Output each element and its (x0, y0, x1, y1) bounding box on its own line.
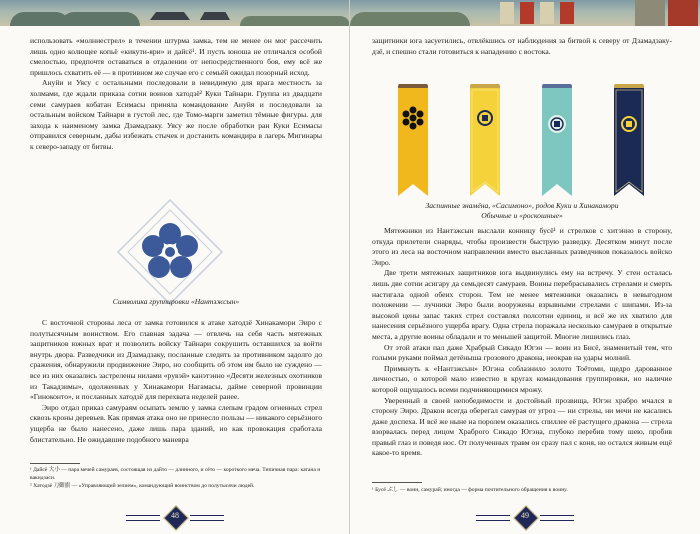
page-number-right (510, 506, 540, 528)
right-page (350, 0, 700, 534)
right-footnotes (372, 486, 672, 494)
sashimono-banners (388, 84, 678, 194)
paragraph: Эиро отдал приказ самураям осыпать землю у замка слепым градом огненных стрел сквозь кроны деревьев. Как прямая атака оно не принесло пользы — никакого серьёзного ущерба не было нанесено, даже лишь пара зданий, но как провокация сработала блистательно. Не ожидавшие подобного маневра (30, 402, 322, 444)
banner-caption-line-1: Заспинные знамёна, «Сасимоно», родов Куки и Хинакамори (425, 201, 619, 210)
right-text-top (372, 36, 672, 57)
left-footnotes (30, 466, 322, 490)
left-text-block-2 (30, 318, 322, 445)
paragraph: Ануйи и Уясу с остальными последовали в невидимую для врага местность за холмами, где ждали приказа сотни воинов хатодзё² Куки Тайнари. Группа из двадцати семи самураев кобатан Есимасы приняла командование Ануйя и последовали за остальным войском Тайнари в густой лес, где Томо-марги заметил тёмные фигуры. для захода к наименому замка Дзамадзаку. Уясу же после обработки ран Куки Есимасы отправился северным, дабы избежать стычек и достанить командира в лагерь Мигинары к северо-западу от битвы. (30, 78, 322, 151)
paragraph: Мятежники из Нантзжсын выслали конницу бусё¹ и стрелков с хитэнно в сторону, откуда прилетели снаряды, чтобы произвести быструю разведку. Десятком минут после этого из леса на восточном направлении вместо высланных разведчиков показалось войско Эиро. (372, 226, 672, 267)
page-number-left (160, 506, 190, 528)
banner-caption (372, 201, 672, 221)
footnote: ¹ Дайсё 大小 — пара мечей самураев, состоящая из дайто — длинного, и сёто — короткого меча. Типичная пара: катана и вакидзаси. (30, 467, 321, 481)
footnote: ² Хатодзё 刀御旗 — «Управляющий зелием», командующий воинством до полутысячи людей. (30, 483, 255, 489)
nantzhsyn-emblem (114, 196, 226, 308)
paragraph: Примкнуть к «Нантзжсын» Югэна соблазнило золото Тоётоми, щедро дарованное личностью, о которой мало известно в кругах командования группировки, но наличие которой ощущалось всеми подчиняющимися мрожу. (372, 363, 672, 394)
header-illustration (0, 0, 349, 26)
paragraph: Две трети мятежных защитников юга выдвинулись ему на встречу. У стен осталась лишь две сотни асигару да семьдесят самураев. Воины перебрасывались стрелами и смерть настигала одной обеих сторон. Тем не менее мятежники оказались в невыгодном положении — лучники Эиро были вооружены взрывными стрелами с шипами. Из-за высокой цены запас таких стрел составлял полсотни единиц, и всё же их хватило для нанесения серьёзного ущерба врагу. Одна стрела поражала несколько самураев в открытые места, а другие воины обладали и то меньшей защитой. Многие лишились глаз. (372, 268, 672, 341)
paragraph: использовать «молниестрел» в течении штурма замка, тем не менее он мог рассечить лишь одно колющее копьё «кикути-яри» и дайсё¹. И пусть юноша не отличался особой смелостью, предпочтя оставаться в отдалении от непосредственного боя, ему всё же пришлось схватить её — в противном же случае его с семьёй ожидал позорный исход. (30, 36, 322, 77)
page-number-text: 49 (521, 511, 529, 520)
page-number-text: 48 (171, 511, 179, 520)
footnote-rule (30, 463, 80, 464)
emblem-caption: Символика группировки «Нантзжсын» (112, 297, 240, 306)
paragraph: защитники юга засуетились, отвлёкшись от наблюдения за битвой к северу от Дзамадзаку-дзё, и спешно стали готовиться к нападению с востока. (372, 36, 672, 56)
footnote-rule (372, 482, 422, 483)
paragraph: С восточной стороны леса от замка готовился к атаке хатодзё Хинакамори Эиро с полутысячным воинством. Его главная задача — отвлечь на себя часть мятежных защитников южных врат и позволить войску Тайнари сокрушить оставшихся за войти внутрь двора. Разведчики из Дзамадзаку, посланные следить за противником задолго до сражения, обнаружили продвижение Эиро, но сообщить об этом им было не суждено — все из них оказались застрелены нилами «рувэй» канэтэнно «Десяти железных охотников из Такадзимы», одолженных у Хинакамори Нагамасы, дайме северной провинции «Гиноконто», и посланных хатодзё для перехвата неделей ранее. (30, 318, 322, 402)
right-text-block (372, 226, 672, 459)
footnote: ¹ Бусё ぶし — воин, самурай; иногда — форма почтительного обращения к воину. (372, 487, 568, 493)
paragraph: Уверенный в своей непобедимости и достойный прозвища, Югэн храбро мчался в сторону Эиро. Дракон всегда оберегал самурая от угроз — ни стрелы, ни мечи не касались даже доспеха. И всё же ныне на поролем оказались спиллее её растущего дракона — стрела взорвалась перед лицом Храброго Сикадо Югэна, глубоко перебив тому шею, пробив правый глаз и поведя нос. От полученных травм он сразу пал с коня, но остался живым ещё какое-то время. (372, 395, 672, 458)
header-illustration (350, 0, 700, 26)
banner-caption-line-2: Обычные и «роскошные» (481, 211, 563, 220)
paragraph: От этой атаки пал даже Храбрый Сикадо Югэн — воин из Бисё, знаменитый тем, что голыми руками поймал детёныша грозового дракона, неокрав на удары молний. (372, 342, 672, 363)
left-text-block-1 (30, 36, 322, 153)
